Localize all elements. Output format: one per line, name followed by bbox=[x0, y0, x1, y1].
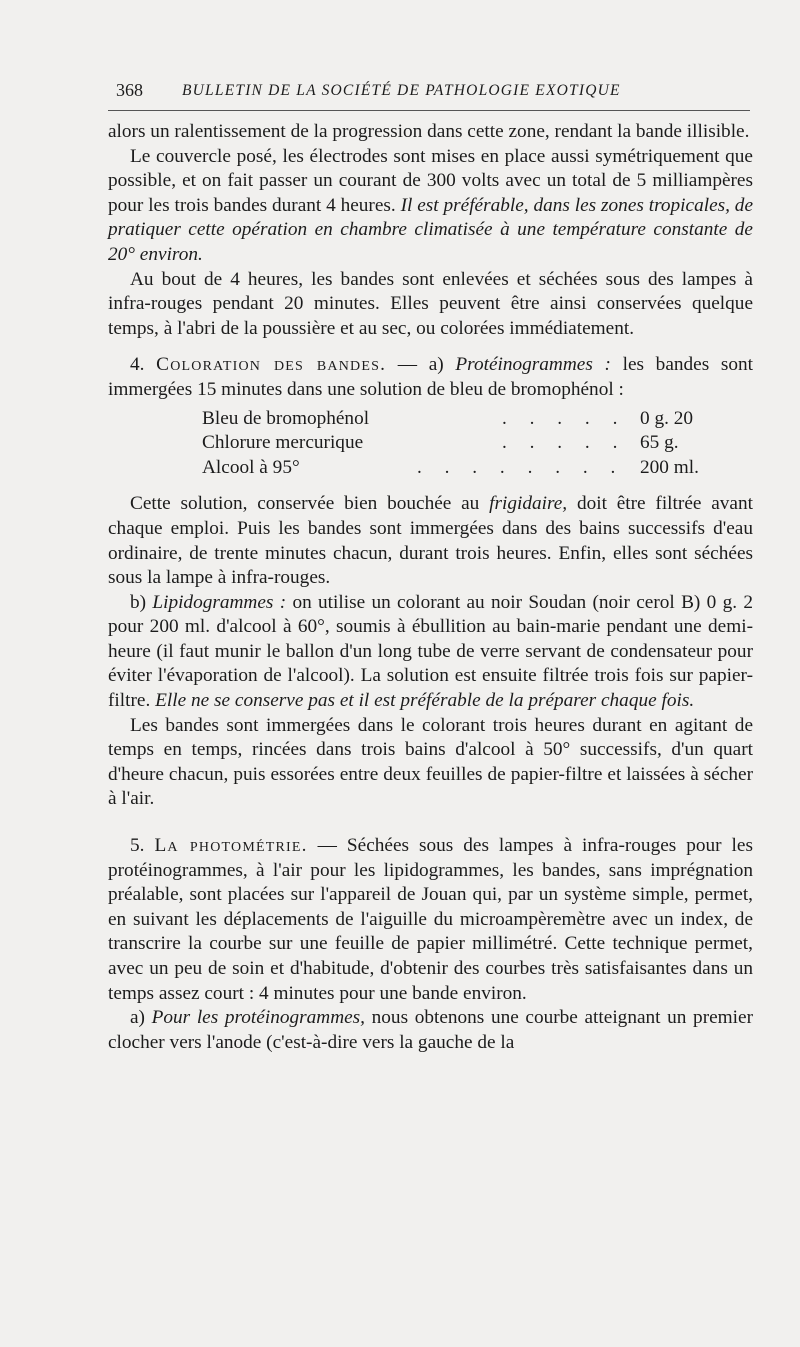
paragraph: Les bandes sont immergées dans le colorant trois heures durant en agitant de temps en temps, rincées dans trois bains d'alcool à 50° successifs, d'un quart d'heure chacun, puis essorées entre deux feuilles de papier-filtre et laissées à sécher à l'air. bbox=[108, 714, 753, 810]
italic-run: Elle ne se conserve pas et il est préférable de la préparer chaque fois. bbox=[155, 690, 695, 712]
header-rule bbox=[108, 110, 750, 111]
leader-dots: . . . . . . . . bbox=[417, 456, 625, 478]
paragraph bbox=[108, 1006, 753, 1055]
recipe-row bbox=[108, 407, 753, 432]
text-run: les bandes sont immergées 15 minutes dans une solution de bleu de bromophénol : bbox=[108, 354, 754, 400]
text-run: Le couvercle posé, les électrodes sont mises en place aussi symétriquement que possible, et on fait passer un courant de 300 volts avec un total de 5 milliampères pour les trois bandes durant 4 heures. bbox=[108, 145, 753, 216]
subsection-title: Protéinogrammes : bbox=[455, 354, 611, 376]
section-title: Coloration des bandes. bbox=[156, 354, 387, 376]
subsection-title: Pour les protéinogrammes, bbox=[151, 1007, 365, 1029]
body-text bbox=[108, 120, 753, 1055]
ingredient-amount: 0 g. 20 bbox=[640, 407, 694, 429]
subsection-letter: b) bbox=[130, 591, 147, 613]
page-number: 368 bbox=[116, 80, 143, 100]
section-title: La photométrie. bbox=[154, 835, 308, 857]
paragraph: Au bout de 4 heures, les bandes sont enlevées et séchées sous des lampes à infra-rouges pendant 20 minutes. Elles peuvent être ainsi conservées quelque temps, à l'abri de la poussière et au sec, ou colorées immédiatement. bbox=[108, 268, 753, 339]
text-run: Séchées sous des lampes à infra-rouges pour les protéinogrammes, à l'air pour les lipidogrammes, les bandes, sans imprégnation préalable, sont placées sur l'appareil de Jouan qui, par un système simple, permet, en suivant les déplacements de l'aiguille du microampèremètre avec un index, de transcrire la courbe sur une feuille de papier millimétré. Cette technique permet, avec un peu de soin et d'habitude, d'obtenir des courbes très satisfaisantes dans un temps assez court : 4 minutes pour une bande environ. bbox=[108, 835, 753, 1004]
dash: — bbox=[317, 835, 337, 857]
ingredient-name: Bleu de bromophénol bbox=[202, 407, 370, 429]
recipe-table bbox=[108, 407, 753, 481]
subsection-letter: a) bbox=[130, 1007, 145, 1029]
text-run: nous obtenons une courbe atteignant un premier clocher vers l'anode (c'est-à-dire vers la gauche de la bbox=[108, 1007, 754, 1053]
section-5 bbox=[108, 834, 753, 1006]
text-run: doit être filtrée avant chaque emploi. Puis les bandes sont immergées dans des bains successifs d'eau ordinaire, de trente minutes chacun, durant trois heures. Enfin, elles sont séchées sous la lampe à infra-rouges. bbox=[108, 493, 753, 589]
text-run: Cette solution, conservée bien bouchée au bbox=[130, 493, 480, 515]
running-title: BULLETIN DE LA SOCIÉTÉ DE PATHOLOGIE EXOTIQUE bbox=[182, 82, 621, 99]
recipe-row bbox=[108, 431, 753, 456]
paragraph: alors un ralentissement de la progression dans cette zone, rendant la bande illisible. bbox=[108, 121, 750, 142]
ingredient-name: Chlorure mercurique bbox=[202, 432, 364, 454]
ingredient-amount: 200 ml. bbox=[640, 456, 699, 478]
text-run: on utilise un colorant au noir Soudan (noir cerol B) 0 g. 2 pour 200 ml. d'alcool à 60°, soumis à ébullition au bain-marie pendant une demi-heure (il faut munir le ballon d'un long tube de verre servant de condensateur pour éviter l'évaporation de l'alcool). La solution est ensuite filtrée trois fois sur papier-filtre. bbox=[108, 591, 753, 712]
ingredient-amount: 65 g. bbox=[640, 432, 679, 454]
page-header bbox=[108, 78, 750, 106]
section-4 bbox=[108, 353, 753, 402]
subsection-title: Lipidogrammes : bbox=[152, 591, 287, 613]
ingredient-name: Alcool à 95° bbox=[202, 456, 300, 478]
dash: — bbox=[397, 354, 418, 376]
section-number: 4. bbox=[130, 354, 145, 376]
paragraph bbox=[108, 492, 753, 590]
leader-dots: . . . . . bbox=[502, 407, 627, 429]
italic-run: frigidaire, bbox=[489, 493, 568, 515]
subsection-letter: a) bbox=[428, 354, 444, 376]
italic-run: Il est préférable, dans les zones tropicales, de pratiquer cette opération en chambre climatisée à une température constante de 20° environ. bbox=[108, 194, 753, 265]
paragraph bbox=[108, 145, 753, 268]
paragraph bbox=[108, 591, 753, 714]
recipe-row bbox=[108, 456, 753, 481]
leader-dots: . . . . . bbox=[502, 432, 627, 454]
section-number: 5. bbox=[130, 835, 145, 857]
